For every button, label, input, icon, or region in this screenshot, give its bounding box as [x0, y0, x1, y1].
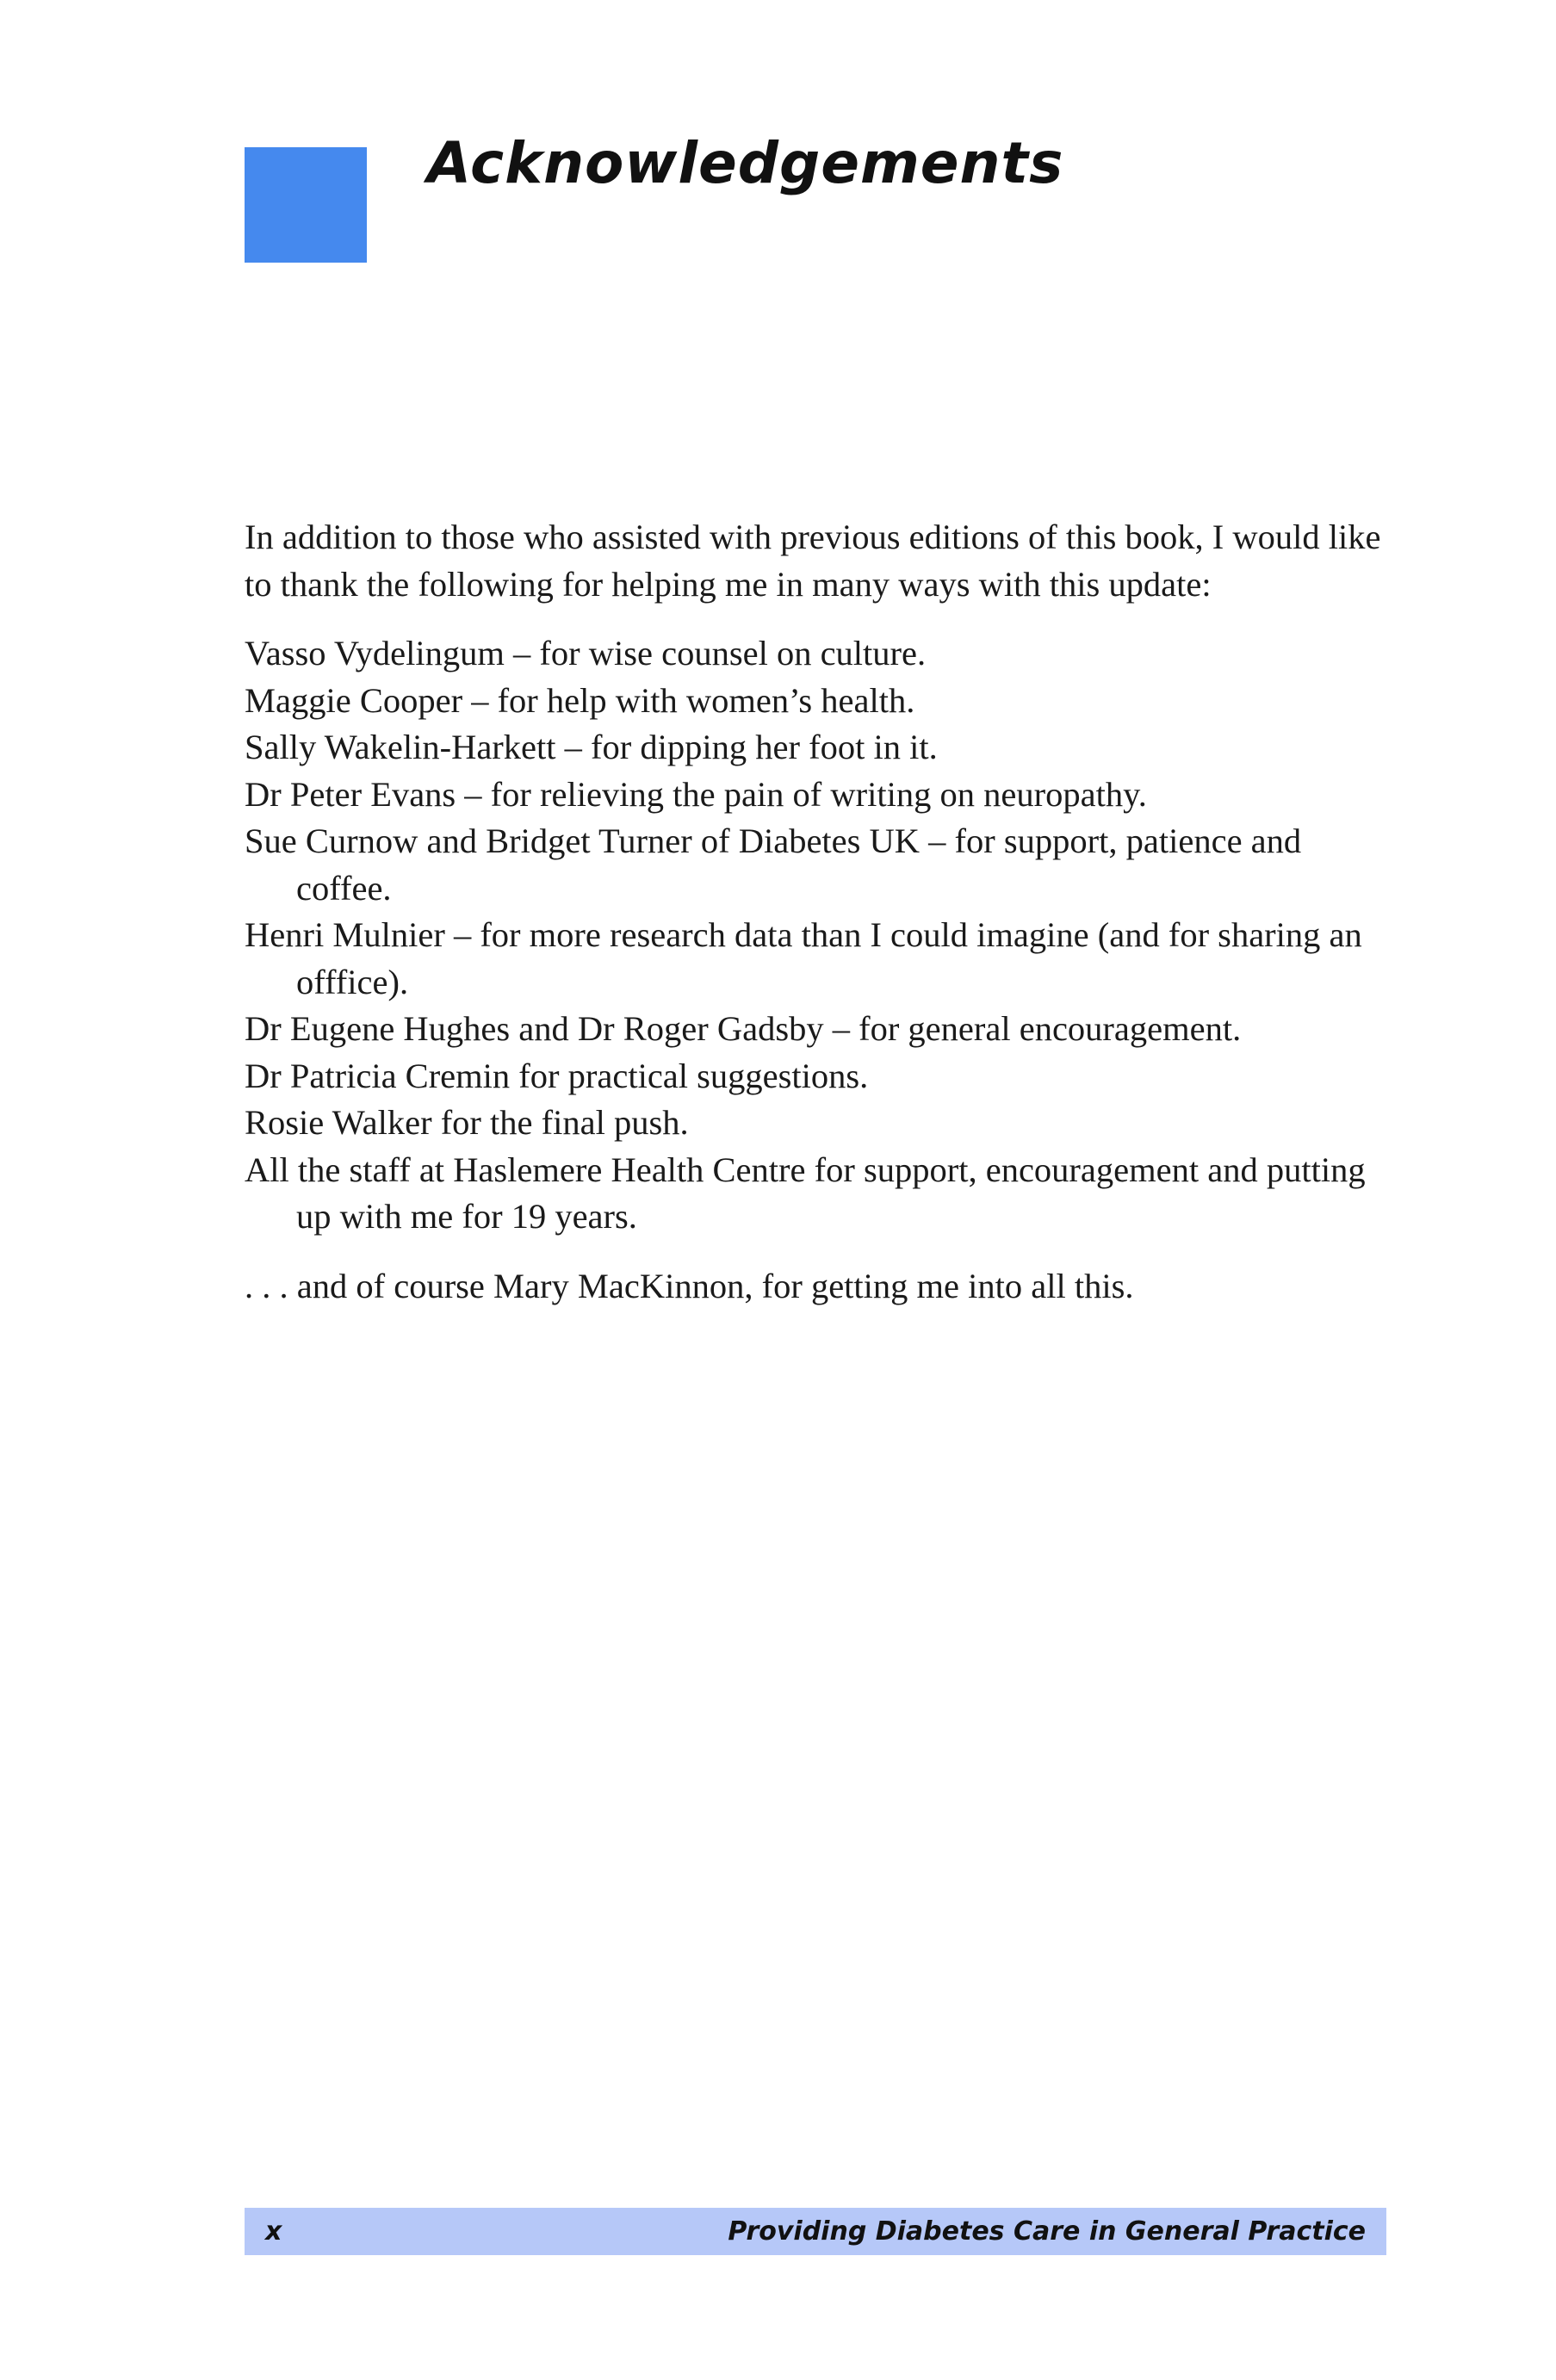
running-footer	[245, 2208, 1386, 2255]
acknowledgement-item: Dr Patricia Cremin for practical suggestions.	[245, 1056, 869, 1095]
acknowledgement-item: Henri Mulnier – for more research data than I could imagine (and for sharing an offfice).	[245, 915, 1362, 1001]
acknowledgement-item: Dr Peter Evans – for relieving the pain of writing on neuropathy.	[245, 774, 1147, 814]
book-title: Providing Diabetes Care in General Practice	[728, 2216, 1366, 2247]
acknowledgement-item: Maggie Cooper – for help with women’s health.	[245, 680, 915, 720]
closing-line: . . . and of course Mary MacKinnon, for getting me into all this.	[245, 1266, 1134, 1305]
acknowledgement-item: All the staff at Haslemere Health Centre for support, encouragement and putting up with me for 19 years.	[245, 1150, 1366, 1236]
acknowledgement-item: Vasso Vydelingum – for wise counsel on culture.	[245, 634, 927, 672]
intro-paragraph: In addition to those who assisted with previous editions of this book, I would like to thank the following for helping me in many ways with this update:	[245, 518, 1381, 604]
acknowledgement-item: Sue Curnow and Bridget Turner of Diabetes UK – for support, patience and coffee.	[245, 821, 1302, 908]
page-number: x	[265, 2216, 282, 2247]
chapter-accent-square	[245, 147, 367, 263]
acknowledgement-list	[245, 630, 1398, 1241]
acknowledgement-item: Sally Wakelin-Harkett – for dipping her foot in it.	[245, 728, 938, 766]
acknowledgements-body	[245, 514, 1398, 1310]
acknowledgement-item: Rosie Walker for the final push.	[245, 1103, 689, 1142]
acknowledgement-item: Dr Eugene Hughes and Dr Roger Gadsby – for general encouragement.	[245, 1009, 1242, 1048]
page-title: Acknowledgements	[427, 130, 1064, 196]
